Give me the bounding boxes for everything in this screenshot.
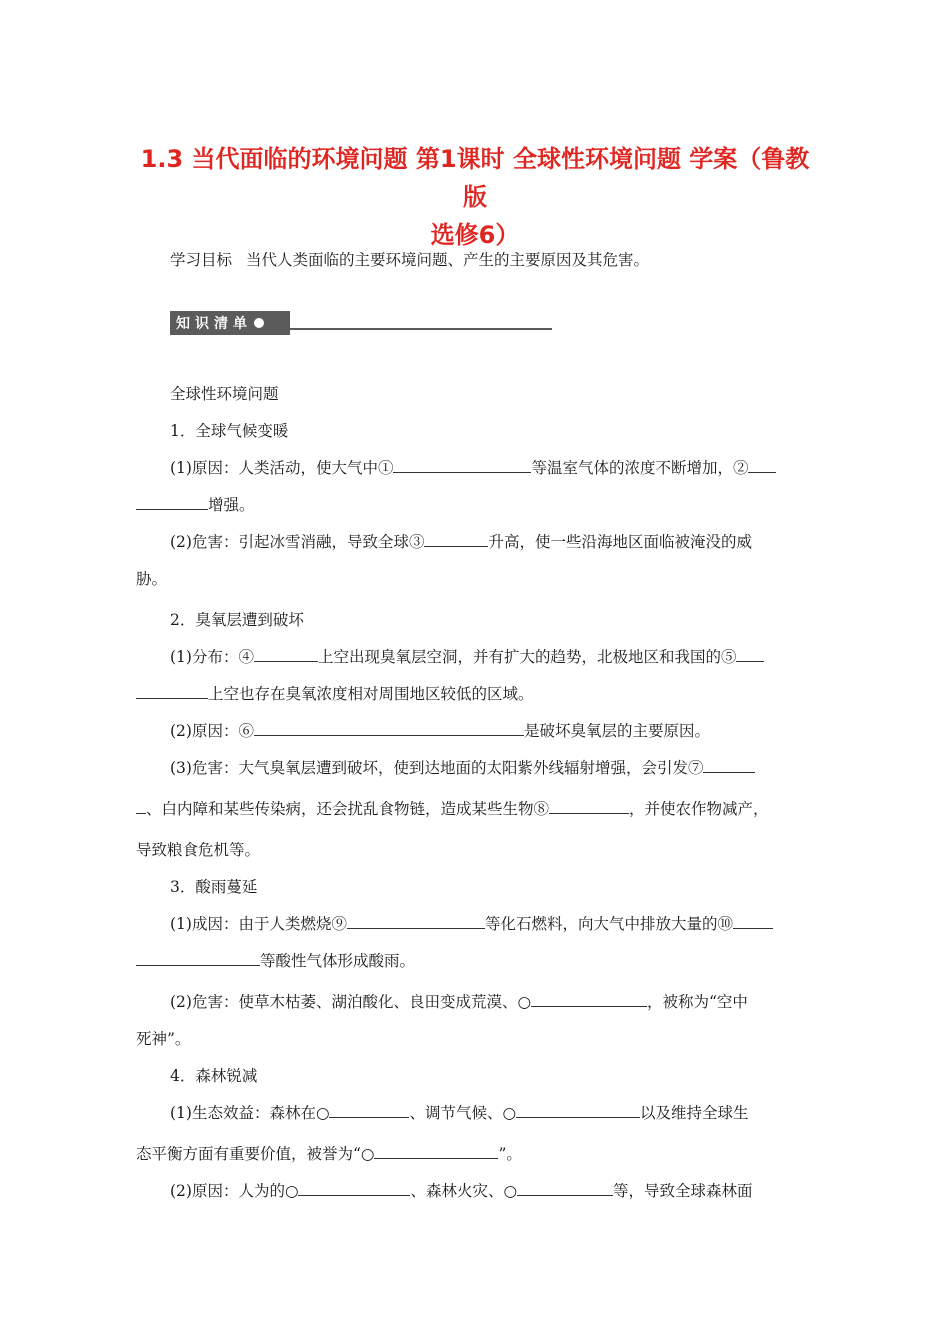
blank-6[interactable] xyxy=(254,721,524,736)
s4-cause-line xyxy=(170,1181,753,1201)
banner-tag xyxy=(170,311,290,335)
learning-goal xyxy=(170,248,649,270)
s4-eco-c: 以及维持全球生 xyxy=(640,1104,749,1122)
section-banner xyxy=(170,311,552,335)
s1-cause-a: (1)原因：人类活动，使大气中① xyxy=(170,459,394,477)
section-heading: 全球性环境问题 xyxy=(170,385,279,403)
blank-5a[interactable] xyxy=(736,647,764,662)
s4-eco-d: 态平衡方面有重要价值，被誉为“○ xyxy=(136,1145,375,1163)
goal-label: 学习目标 xyxy=(170,251,233,269)
s2-harm-line xyxy=(170,758,755,778)
s2-dist-line xyxy=(170,647,764,667)
s4-cause-b: 、森林火灾、○ xyxy=(410,1182,518,1200)
s2-harm-a: (3)危害：大气臭氧层遭到破坏，使到达地面的太阳紫外线辐射增强，会引发⑦ xyxy=(170,759,704,777)
s4-eco-e: ”。 xyxy=(498,1145,522,1163)
blank-8[interactable] xyxy=(549,799,629,814)
blank-11[interactable] xyxy=(531,992,647,1007)
s2-title: 2．臭氧层遭到破坏 xyxy=(170,611,304,629)
s4-eco-line2 xyxy=(136,1144,522,1164)
s3-harm-b: ，被称为“空中 xyxy=(646,993,748,1011)
blank-16[interactable] xyxy=(517,1181,613,1196)
s4-cause-c: 等，导致全球森林面 xyxy=(613,1182,753,1200)
banner-label: 知识清单 xyxy=(176,316,252,332)
blank-9[interactable] xyxy=(347,914,485,929)
s3-cause-b: 等化石燃料，向大气中排放大量的⑩ xyxy=(484,915,733,933)
blank-2b[interactable] xyxy=(136,495,208,510)
s1-harm-c: 胁。 xyxy=(136,570,168,588)
s2-dist-a: (1)分布：④ xyxy=(170,648,254,666)
s4-eco-b: 、调节气候、○ xyxy=(409,1104,517,1122)
s1-harm-a: (2)危害：引起冰雪消融，导致全球③ xyxy=(170,533,425,551)
document-title xyxy=(130,140,820,254)
s2-cause-b: 是破坏臭氧层的主要原因。 xyxy=(523,722,710,740)
s1-harm-b: 升高，使一些沿海地区面临被淹没的威 xyxy=(488,533,752,551)
blank-12[interactable] xyxy=(329,1103,409,1118)
s2-dist-line2 xyxy=(136,684,534,704)
blank-10b[interactable] xyxy=(136,951,260,966)
s1-cause-line xyxy=(170,458,776,478)
blank-14[interactable] xyxy=(374,1144,498,1159)
goal-text: 当代人类面临的主要环境问题、产生的主要原因及其危害。 xyxy=(246,251,650,269)
s3-harm-line xyxy=(170,992,748,1012)
s3-cause-line xyxy=(170,914,773,934)
s3-cause-line2 xyxy=(136,951,415,971)
blank-5b[interactable] xyxy=(136,684,208,699)
s4-eco-a: (1)生态效益：森林在○ xyxy=(170,1104,330,1122)
s2-cause-a: (2)原因：⑥ xyxy=(170,722,254,740)
s2-cause-line xyxy=(170,721,710,741)
blank-15[interactable] xyxy=(298,1181,410,1196)
s3-cause-c: 等酸性气体形成酸雨。 xyxy=(260,952,416,970)
s2-harm-line2 xyxy=(136,799,769,819)
blank-2a[interactable] xyxy=(748,458,776,473)
blank-4[interactable] xyxy=(254,647,318,662)
s2-dist-c: 上空也存在臭氧浓度相对周围地区较低的区域。 xyxy=(208,685,534,703)
blank-1[interactable] xyxy=(393,458,531,473)
blank-7a[interactable] xyxy=(703,758,755,773)
s1-cause-c: 增强。 xyxy=(208,496,255,514)
bullet-dot-icon xyxy=(254,318,264,328)
blank-10a[interactable] xyxy=(733,914,773,929)
s4-cause-a: (2)原因：人为的○ xyxy=(170,1182,299,1200)
banner-rule xyxy=(290,328,552,330)
title-line-2: 选修6） xyxy=(430,221,520,249)
s2-harm-d: 导致粮食危机等。 xyxy=(136,841,261,859)
s3-harm-c: 死神”。 xyxy=(136,1030,191,1048)
s3-title: 3．酸雨蔓延 xyxy=(170,878,258,896)
blank-7b[interactable] xyxy=(136,799,146,814)
s3-harm-a: (2)危害：使草木枯萎、湖泊酸化、良田变成荒漠、○ xyxy=(170,993,531,1011)
s2-dist-b: 上空出现臭氧层空洞，并有扩大的趋势，北极地区和我国的⑤ xyxy=(317,648,737,666)
s4-title: 4．森林锐减 xyxy=(170,1067,258,1085)
s2-harm-c: ，并使农作物减产， xyxy=(629,800,769,818)
s1-cause-b: 等温室气体的浓度不断增加，② xyxy=(531,459,749,477)
s3-cause-a: (1)成因：由于人类燃烧⑨ xyxy=(170,915,347,933)
blank-13[interactable] xyxy=(516,1103,640,1118)
s4-eco-line xyxy=(170,1103,749,1123)
s1-cause-line2 xyxy=(136,495,255,515)
s1-harm-line xyxy=(170,532,752,552)
blank-3[interactable] xyxy=(424,532,488,547)
s2-harm-b: 、白内障和某些传染病，还会扰乱食物链，造成某些生物⑧ xyxy=(146,800,550,818)
s1-title: 1．全球气候变暖 xyxy=(170,422,289,440)
title-line-1: 1.3 当代面临的环境问题 第1课时 全球性环境问题 学案（鲁教版 xyxy=(140,145,810,211)
